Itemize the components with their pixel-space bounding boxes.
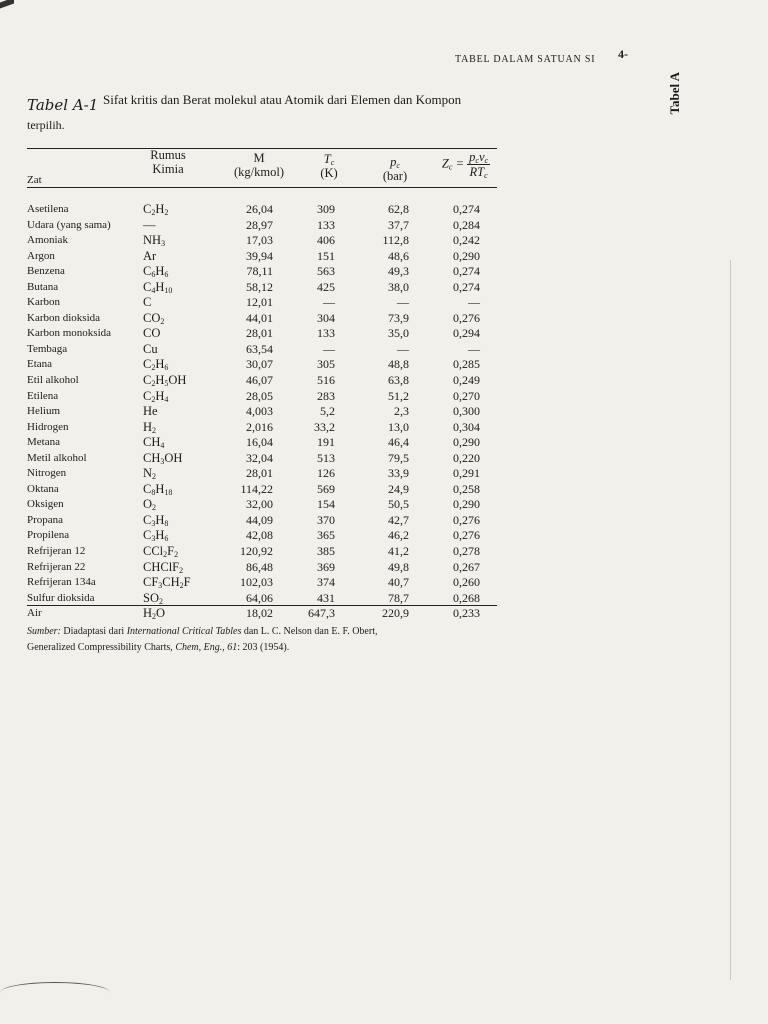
- cell-compressibility-factor: 0,242: [453, 233, 480, 248]
- column-header-molar-mass-symbol: M: [253, 151, 265, 165]
- cell-chemical-formula: CO: [143, 326, 161, 341]
- cell-chemical-formula: CHClF$_2$: [143, 559, 184, 575]
- cell-critical-temperature: 385: [317, 544, 335, 559]
- cell-critical-pressure: 51,2: [388, 388, 409, 403]
- source-reference: International Critical Tables: [126, 626, 242, 637]
- table-row: [27, 218, 497, 234]
- cell-molar-mass: 32,00: [246, 497, 273, 512]
- cell-critical-temperature: 133: [317, 326, 335, 341]
- cell-molar-mass: 26,04: [246, 202, 273, 216]
- cell-chemical-formula: $SO_2$: [143, 590, 163, 606]
- table-row: [27, 544, 497, 560]
- cell-chemical-formula: Cu: [143, 341, 158, 356]
- cell-molar-mass: 114,22: [240, 481, 273, 496]
- caption-text-continued: terpilih.: [27, 118, 65, 132]
- cell-critical-pressure: 73,9: [388, 310, 409, 325]
- cell-chemical-formula: $CO_2$: [143, 310, 165, 326]
- cell-compressibility-factor: 0,285: [453, 357, 480, 372]
- caption-text: Sifat kritis dan Berat molekul atau Atomik dari Elemen dan Kompon: [103, 92, 462, 107]
- cell-critical-pressure: 48,8: [388, 357, 409, 372]
- cell-substance-name: Propana: [27, 513, 64, 526]
- cell-critical-pressure: 24,9: [388, 481, 409, 496]
- cell-critical-temperature: 569: [317, 481, 335, 496]
- cell-critical-temperature: 309: [317, 202, 335, 216]
- cell-molar-mass: 44,01: [246, 310, 273, 325]
- cell-compressibility-factor: 0,300: [453, 404, 480, 419]
- cell-critical-temperature: 513: [317, 450, 335, 465]
- cell-compressibility-factor: 0,278: [453, 544, 480, 559]
- cell-compressibility-factor: 0,258: [453, 481, 480, 496]
- cell-chemical-formula: C: [143, 295, 152, 310]
- cell-critical-pressure: —: [397, 341, 409, 356]
- column-header-critical-pressure: [375, 155, 415, 183]
- zc-fraction: [467, 150, 490, 179]
- cell-critical-pressure: 79,5: [388, 450, 409, 465]
- cell-chemical-formula: $H_2$: [143, 419, 157, 435]
- cell-compressibility-factor: 0,233: [453, 606, 480, 621]
- table-row: [27, 513, 497, 529]
- table-body: [27, 202, 497, 622]
- cell-compressibility-factor: 0,276: [453, 310, 480, 325]
- cell-compressibility-factor: 0,290: [453, 435, 480, 450]
- cell-critical-temperature: 5,2: [320, 404, 335, 419]
- cell-compressibility-factor: —: [468, 295, 480, 310]
- cell-compressibility-factor: 0,276: [453, 512, 480, 527]
- cell-compressibility-factor: 0,291: [453, 466, 480, 481]
- cell-substance-name: Benzena: [27, 265, 65, 278]
- cell-critical-temperature: 647,3: [308, 606, 335, 621]
- cell-critical-pressure: 63,8: [388, 373, 409, 388]
- cell-substance-name: Karbon dioksida: [27, 311, 101, 324]
- cell-compressibility-factor: 0,220: [453, 450, 480, 465]
- table-header-rule: [27, 187, 497, 188]
- cell-critical-pressure: —: [397, 295, 409, 310]
- cell-critical-pressure: 40,7: [388, 575, 409, 590]
- cell-critical-pressure: 220,9: [382, 606, 409, 621]
- cell-critical-temperature: 563: [317, 264, 335, 279]
- cell-critical-pressure: 42,7: [388, 512, 409, 527]
- cell-substance-name: Karbon monoksida: [27, 327, 112, 340]
- column-header-formula-line1: Rumus: [150, 148, 186, 162]
- cell-compressibility-factor: 0,284: [453, 217, 480, 232]
- source-text: Generalized Compressibility Charts,: [27, 642, 176, 653]
- pc-subscript: c: [396, 161, 400, 170]
- cell-substance-name: Karbon: [27, 296, 60, 309]
- cell-substance-name: Argon: [27, 249, 55, 262]
- table-row: [27, 497, 497, 513]
- cell-compressibility-factor: 0,260: [453, 575, 480, 590]
- cell-substance-name: Refrijeran 22: [27, 560, 86, 573]
- cell-critical-temperature: 370: [317, 512, 335, 527]
- cell-molar-mass: 63,54: [246, 341, 273, 356]
- cell-compressibility-factor: 0,274: [453, 264, 480, 279]
- cell-molar-mass: 32,04: [246, 450, 273, 465]
- cell-substance-name: Sulfur dioksida: [27, 591, 95, 604]
- table-row: [27, 326, 497, 342]
- cell-substance-name: Butana: [27, 280, 59, 293]
- tc-subscript: c: [330, 158, 335, 167]
- cell-critical-pressure: 13,0: [388, 419, 409, 434]
- cell-critical-temperature: 365: [317, 528, 335, 543]
- cell-critical-temperature: 406: [317, 233, 335, 248]
- cell-molar-mass: 78,11: [246, 264, 273, 279]
- caption-label: Tabel A-1: [27, 96, 99, 114]
- cell-critical-pressure: 33,9: [388, 466, 409, 481]
- cell-compressibility-factor: 0,290: [453, 497, 480, 512]
- cell-compressibility-factor: 0,274: [453, 279, 480, 294]
- table-row: [27, 342, 497, 358]
- corner-mark: [0, 0, 14, 9]
- cell-molar-mass: 42,08: [246, 528, 273, 543]
- cell-molar-mass: 39,94: [246, 248, 273, 263]
- cell-critical-temperature: 154: [317, 497, 335, 512]
- table-row: [27, 311, 497, 327]
- cell-critical-temperature: 516: [317, 373, 335, 388]
- cell-critical-pressure: 49,3: [388, 264, 409, 279]
- cell-critical-temperature: 191: [317, 435, 335, 450]
- cell-substance-name: Air: [27, 607, 42, 620]
- table-row: [27, 389, 497, 405]
- cell-chemical-formula: $C_8H_{18}$: [143, 481, 173, 497]
- cell-chemical-formula: $CCl_2F_2$: [143, 544, 179, 560]
- cell-chemical-formula: $C_6H_6$: [143, 264, 169, 280]
- column-header-compressibility: [427, 150, 505, 179]
- cell-critical-pressure: 62,8: [388, 202, 409, 216]
- cell-critical-temperature: 374: [317, 575, 335, 590]
- cell-substance-name: Refrijeran 12: [27, 545, 86, 558]
- cell-critical-pressure: 46,4: [388, 435, 409, 450]
- table-row: [27, 591, 497, 607]
- cell-chemical-formula: $CF_3CH_2F$: [143, 575, 191, 591]
- tc-unit: (K): [320, 166, 338, 180]
- page-number: 4-: [618, 47, 628, 61]
- column-header-critical-temperature: [311, 152, 347, 180]
- cell-critical-pressure: 112,8: [382, 233, 409, 248]
- table-row: [27, 249, 497, 265]
- column-header-formula-line2: Kimia: [152, 162, 184, 176]
- column-header-zat: Zat: [27, 174, 42, 186]
- cell-molar-mass: 2,016: [246, 419, 273, 434]
- cell-critical-pressure: 49,8: [388, 559, 409, 574]
- cell-compressibility-factor: 0,267: [453, 559, 480, 574]
- table-row: [27, 560, 497, 576]
- cell-substance-name: Asetilena: [27, 203, 69, 215]
- table-row: [27, 528, 497, 544]
- cell-critical-pressure: 35,0: [388, 326, 409, 341]
- cell-chemical-formula: $N_2$: [143, 466, 157, 482]
- cell-chemical-formula: $NH_3$: [143, 233, 166, 249]
- cell-critical-pressure: 2,3: [394, 404, 409, 419]
- cell-compressibility-factor: 0,304: [453, 419, 480, 434]
- zc-symbol: Z: [441, 156, 449, 171]
- cell-chemical-formula: $C_2H_4$: [143, 388, 169, 404]
- table-row: [27, 466, 497, 482]
- cell-critical-temperature: —: [323, 295, 335, 310]
- cell-molar-mass: 120,92: [240, 544, 273, 559]
- cell-substance-name: Hidrogen: [27, 420, 69, 433]
- cell-substance-name: Oksigen: [27, 498, 64, 511]
- cell-molar-mass: 17,03: [246, 233, 273, 248]
- cell-chemical-formula: $C_3H_6$: [143, 528, 169, 544]
- side-tab: Tabel A: [667, 72, 682, 115]
- tc-symbol: T: [323, 152, 331, 166]
- source-text: dan L. C. Nelson dan E. F. Obert,: [241, 626, 378, 637]
- cell-compressibility-factor: 0,276: [453, 528, 480, 543]
- table-row: [27, 575, 497, 591]
- cell-molar-mass: 58,12: [246, 279, 273, 294]
- table-row: [27, 606, 497, 622]
- cell-molar-mass: 30,07: [246, 357, 273, 372]
- cell-critical-pressure: 78,7: [388, 590, 409, 605]
- table-row: [27, 264, 497, 280]
- cell-substance-name: Refrijeran 134a: [27, 576, 96, 589]
- cell-critical-temperature: 33,2: [314, 419, 335, 434]
- table-row: [27, 420, 497, 436]
- cell-substance-name: Udara (yang sama): [27, 218, 111, 231]
- cell-chemical-formula: $CH_3OH$: [143, 450, 183, 466]
- cell-critical-temperature: —: [323, 341, 335, 356]
- cell-chemical-formula: $C_2H_5OH$: [143, 373, 187, 389]
- cell-substance-name: Helium: [27, 405, 60, 418]
- table-row: [27, 404, 497, 420]
- table-row: [27, 280, 497, 296]
- cell-compressibility-factor: 0,249: [453, 373, 480, 388]
- source-text: : 203 (1954).: [237, 642, 290, 653]
- column-header-molar-mass: [223, 151, 295, 179]
- table-row: [27, 357, 497, 373]
- cell-compressibility-factor: 0,290: [453, 248, 480, 263]
- cell-critical-temperature: 305: [317, 357, 335, 372]
- cell-molar-mass: 46,07: [246, 373, 273, 388]
- cell-molar-mass: 12,01: [246, 295, 273, 310]
- table-row: [27, 295, 497, 311]
- cell-molar-mass: 102,03: [240, 575, 273, 590]
- pc-symbol: p: [390, 155, 397, 169]
- source-reference: Chem, Eng., 61: [175, 642, 238, 653]
- cell-compressibility-factor: 0,294: [453, 326, 480, 341]
- table-row: [27, 233, 497, 249]
- cell-molar-mass: 18,02: [246, 606, 273, 621]
- cell-molar-mass: 44,09: [246, 512, 273, 527]
- cell-chemical-formula: —: [143, 217, 156, 232]
- cell-critical-pressure: 37,7: [388, 217, 409, 232]
- cell-critical-temperature: 369: [317, 559, 335, 574]
- column-header-molar-mass-unit: (kg/kmol): [234, 165, 284, 179]
- table-row: [27, 373, 497, 389]
- cell-chemical-formula: $C_2H_6$: [143, 357, 169, 373]
- table-row: [27, 435, 497, 451]
- cell-chemical-formula: Ar: [143, 248, 157, 263]
- cell-molar-mass: 64,06: [246, 590, 273, 605]
- cell-compressibility-factor: 0,270: [453, 388, 480, 403]
- cell-substance-name: Oktana: [27, 482, 59, 495]
- zc-denominator: $RT_c$: [469, 165, 488, 180]
- cell-critical-temperature: 431: [317, 590, 335, 605]
- cell-critical-temperature: 126: [317, 466, 335, 481]
- cell-critical-temperature: 133: [317, 217, 335, 232]
- cell-chemical-formula: $C_2H_2$: [143, 202, 169, 217]
- page-edge-line: [730, 260, 731, 980]
- cell-critical-temperature: 304: [317, 310, 335, 325]
- cell-critical-temperature: 151: [317, 248, 335, 263]
- cell-substance-name: Etana: [27, 358, 53, 371]
- cell-molar-mass: 28,01: [246, 466, 273, 481]
- cell-critical-temperature: 283: [317, 388, 335, 403]
- cell-chemical-formula: $C_3H_8$: [143, 512, 169, 528]
- source-label: Sumber:: [27, 626, 61, 637]
- cell-chemical-formula: He: [143, 404, 158, 419]
- page-curl: [0, 982, 110, 1003]
- cell-molar-mass: 28,97: [246, 217, 273, 232]
- cell-substance-name: Propilena: [27, 529, 70, 542]
- table-row: [27, 202, 497, 218]
- cell-chemical-formula: $H_2O$: [143, 606, 166, 622]
- source-note: [27, 624, 467, 656]
- cell-molar-mass: 28,05: [246, 388, 273, 403]
- cell-critical-pressure: 38,0: [388, 279, 409, 294]
- cell-compressibility-factor: 0,268: [453, 590, 480, 605]
- cell-molar-mass: 86,48: [246, 559, 273, 574]
- cell-molar-mass: 4,003: [246, 404, 273, 419]
- cell-substance-name: Metana: [27, 436, 60, 449]
- cell-molar-mass: 16,04: [246, 435, 273, 450]
- cell-substance-name: Etil alkohol: [27, 374, 79, 387]
- cell-critical-pressure: 50,5: [388, 497, 409, 512]
- zc-numerator: $p_cv_c$: [469, 150, 489, 165]
- cell-substance-name: Etilena: [27, 389, 59, 402]
- cell-critical-pressure: 41,2: [388, 544, 409, 559]
- zc-equals: =: [452, 156, 468, 171]
- pc-unit: (bar): [382, 169, 408, 183]
- cell-critical-pressure: 48,6: [388, 248, 409, 263]
- table-row: [27, 451, 497, 467]
- table-row: [27, 482, 497, 498]
- cell-chemical-formula: $CH_4$: [143, 435, 165, 451]
- cell-critical-temperature: 425: [317, 279, 335, 294]
- cell-substance-name: Amoniak: [27, 234, 68, 247]
- cell-compressibility-factor: —: [468, 341, 480, 356]
- cell-critical-pressure: 46,2: [388, 528, 409, 543]
- table-top-rule: [27, 148, 497, 149]
- column-header-formula: [143, 148, 193, 176]
- cell-chemical-formula: $O_2$: [143, 497, 157, 513]
- source-text: Diadaptasi dari: [60, 626, 127, 637]
- cell-chemical-formula: $C_4H_{10}$: [143, 279, 173, 295]
- cell-substance-name: Nitrogen: [27, 467, 67, 480]
- cell-substance-name: Tembaga: [27, 342, 68, 355]
- zc-subscript: c: [448, 162, 453, 172]
- cell-molar-mass: 28,01: [246, 326, 273, 341]
- cell-substance-name: Metil alkohol: [27, 451, 87, 464]
- cell-compressibility-factor: 0,274: [453, 202, 480, 216]
- running-header: TABEL DALAM SATUAN SI: [455, 54, 596, 65]
